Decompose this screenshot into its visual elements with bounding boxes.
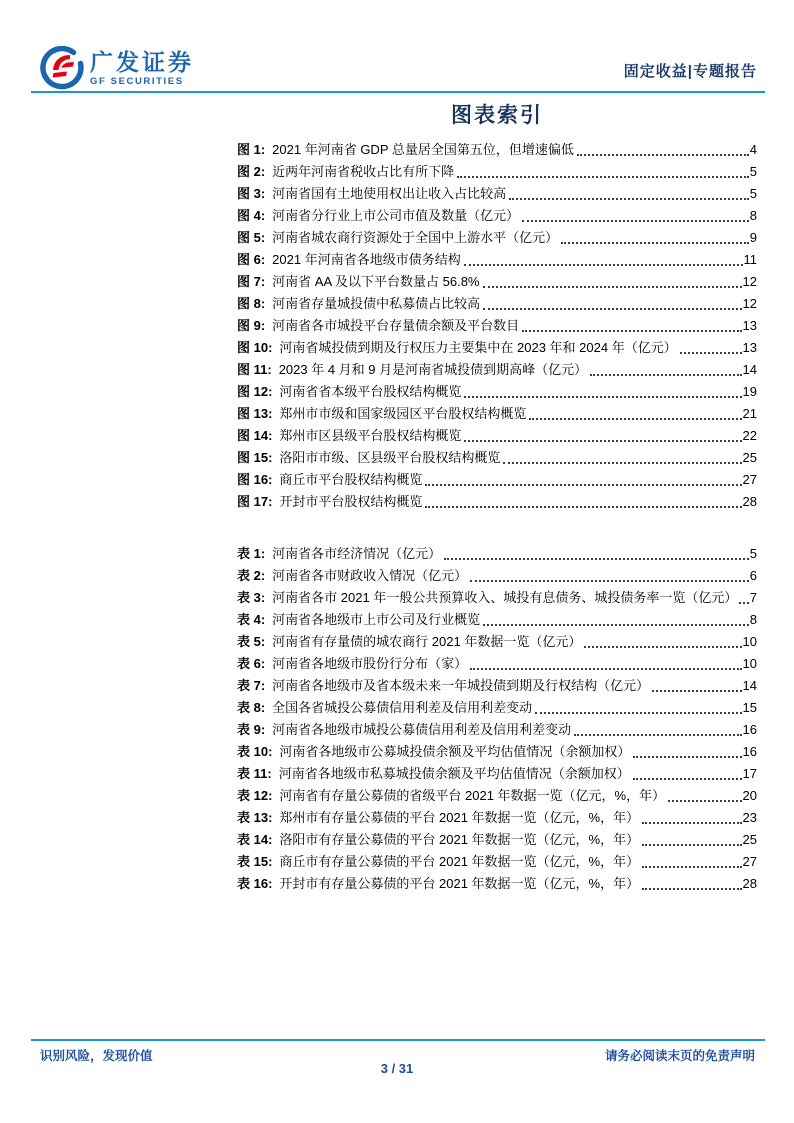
table-title: 郑州市有存量公募债的平台 2021 年数据一览（亿元，%，年）: [279, 810, 640, 825]
dot-leader: [509, 198, 749, 200]
table-page-number: 25: [742, 832, 757, 847]
toc-entry-figure[interactable]: [237, 447, 757, 469]
page-title: 图表索引: [451, 104, 543, 127]
figure-page-number: 4: [749, 142, 757, 157]
dot-leader: [483, 286, 742, 288]
table-title: 河南省有存量债的城农商行 2021 年数据一览（亿元）: [272, 634, 582, 649]
table-page-number: 8: [749, 612, 757, 627]
table-label: 表 14:: [237, 832, 273, 847]
toc-entry-table[interactable]: [237, 829, 757, 851]
figure-page-number: 5: [749, 164, 757, 179]
toc-entry-table[interactable]: [237, 741, 757, 763]
figure-label: 图 12:: [237, 384, 273, 399]
table-title: 河南省各地级市公募城投债余额及平均估值情况（余额加权）: [279, 744, 631, 759]
figure-label: 图 14:: [237, 428, 273, 443]
table-title: 商丘市有存量公募债的平台 2021 年数据一览（亿元，%，年）: [279, 854, 640, 869]
toc-entry-figure[interactable]: [237, 381, 757, 403]
dot-leader: [561, 242, 749, 244]
figure-title: 河南省存量城投债中私募债占比较高: [272, 296, 481, 311]
toc-entry-figure[interactable]: [237, 205, 757, 227]
figure-title: 2021 年河南省各地级市债务结构: [272, 252, 461, 267]
toc-entry-table[interactable]: [237, 675, 757, 697]
chart-index: [237, 139, 757, 895]
table-title: 开封市有存量公募债的平台 2021 年数据一览（亿元，%，年）: [279, 876, 640, 891]
dot-leader: [739, 602, 749, 604]
dot-leader: [642, 844, 741, 846]
table-page-number: 27: [742, 854, 757, 869]
table-page-number: 20: [742, 788, 757, 803]
figure-label: 图 2:: [237, 164, 266, 179]
toc-entry-table[interactable]: [237, 653, 757, 675]
figure-title: 河南省分行业上市公司市值及数量（亿元）: [272, 208, 520, 223]
footer-divider: [31, 1039, 765, 1041]
figure-page-number: 19: [742, 384, 757, 399]
dot-leader: [577, 154, 749, 156]
figure-page-number: 13: [742, 340, 757, 355]
figure-title: 商丘市平台股权结构概览: [279, 472, 423, 487]
figure-label: 图 10:: [237, 340, 273, 355]
figure-title: 郑州市市级和国家级园区平台股权结构概览: [279, 406, 527, 421]
figure-title: 开封市平台股权结构概览: [279, 494, 423, 509]
table-label: 表 1:: [237, 546, 266, 561]
table-title: 河南省有存量公募债的省级平台 2021 年数据一览（亿元，%，年）: [279, 788, 666, 803]
table-page-number: 15: [742, 700, 757, 715]
table-title: 河南省各地级市股份行分布（家）: [272, 656, 468, 671]
table-label: 表 8:: [237, 700, 266, 715]
figure-page-number: 28: [742, 494, 757, 509]
dot-leader: [470, 580, 749, 582]
figure-title: 近两年河南省税收占比有所下降: [272, 164, 455, 179]
footer-slogan: 识别风险，发现价值: [40, 1049, 153, 1063]
table-title: 洛阳市有存量公募债的平台 2021 年数据一览（亿元，%，年）: [279, 832, 640, 847]
dot-leader: [470, 668, 741, 670]
table-page-number: 10: [742, 656, 757, 671]
toc-entry-table[interactable]: [237, 763, 757, 785]
table-label: 表 3:: [237, 590, 266, 605]
toc-entry-figure[interactable]: [237, 337, 757, 359]
table-title: 河南省各地级市及省本级未来一年城投债到期及行权结构（亿元）: [272, 678, 650, 693]
toc-entry-figure[interactable]: [237, 183, 757, 205]
dot-leader: [483, 308, 741, 310]
figure-title: 河南省 AA 及以下平台数量占 56.8%: [272, 274, 480, 289]
figure-label: 图 17:: [237, 494, 273, 509]
toc-entry-figure[interactable]: [237, 227, 757, 249]
table-label: 表 5:: [237, 634, 266, 649]
figure-label: 图 11:: [237, 362, 272, 377]
gf-logo-icon: [40, 46, 84, 90]
table-page-number: 7: [749, 590, 757, 605]
dot-leader: [425, 506, 741, 508]
toc-entry-table[interactable]: [237, 543, 757, 565]
figure-title: 河南省城投债到期及行权压力主要集中在 2023 年和 2024 年（亿元）: [279, 340, 677, 355]
dot-leader: [652, 690, 741, 692]
figure-label: 图 5:: [237, 230, 266, 245]
figure-page-number: 13: [742, 318, 757, 333]
figure-page-number: 8: [749, 208, 757, 223]
toc-entry-table[interactable]: [237, 697, 757, 719]
dot-leader: [503, 462, 741, 464]
toc-entry-table[interactable]: [237, 565, 757, 587]
dot-leader: [529, 418, 741, 420]
dot-leader: [642, 866, 741, 868]
section-spacer: [237, 513, 757, 543]
brand-name-chinese: 广发证券: [90, 48, 194, 75]
table-label: 表 4:: [237, 612, 266, 627]
figure-page-number: 21: [742, 406, 757, 421]
table-title: 全国各省城投公募债信用利差及信用利差变动: [272, 700, 533, 715]
toc-entry-figure[interactable]: [237, 161, 757, 183]
table-label: 表 10:: [237, 744, 273, 759]
dot-leader: [590, 374, 741, 376]
table-page-number: 23: [742, 810, 757, 825]
figure-page-number: 9: [749, 230, 757, 245]
table-title: 河南省各市财政收入情况（亿元）: [272, 568, 468, 583]
table-title: 河南省各市 2021 年一般公共预算收入、城投有息债务、城投债务率一览（亿元）: [272, 590, 738, 605]
dot-leader: [642, 822, 741, 824]
figure-title: 河南省省本级平台股权结构概览: [279, 384, 462, 399]
figure-title: 洛阳市市级、区县级平台股权结构概览: [279, 450, 501, 465]
figure-label: 图 9:: [237, 318, 266, 333]
toc-entry-figure[interactable]: [237, 271, 757, 293]
page-number-indicator: 3 / 31: [380, 1061, 414, 1076]
toc-entry-figure[interactable]: [237, 491, 757, 513]
dot-leader: [668, 800, 741, 802]
dot-leader: [464, 396, 741, 398]
dot-leader: [633, 778, 742, 780]
report-series-label: 固定收益|专题报告: [623, 63, 757, 80]
toc-entry-table[interactable]: [237, 609, 757, 631]
footer-disclaimer-note: 请务必阅读末页的免责声明: [604, 1049, 755, 1063]
figure-page-number: 12: [742, 296, 757, 311]
dot-leader: [574, 734, 741, 736]
figure-page-number: 12: [742, 274, 757, 289]
table-title: 河南省各市经济情况（亿元）: [272, 546, 442, 561]
table-label: 表 9:: [237, 722, 266, 737]
toc-entry-table[interactable]: [237, 587, 757, 609]
figure-page-number: 25: [742, 450, 757, 465]
table-label: 表 2:: [237, 568, 266, 583]
figure-label: 图 4:: [237, 208, 266, 223]
table-label: 表 6:: [237, 656, 266, 671]
toc-entry-table[interactable]: [237, 807, 757, 829]
dot-leader: [642, 888, 741, 890]
table-page-number: 14: [742, 678, 757, 693]
brand-text: [90, 50, 194, 87]
gf-securities-logo: [40, 46, 194, 90]
dot-leader: [522, 330, 741, 332]
figure-page-number: 22: [742, 428, 757, 443]
table-page-number: 28: [742, 876, 757, 891]
figure-page-number: 27: [742, 472, 757, 487]
figure-title: 2023 年 4 月和 9 月是河南省城投债到期高峰（亿元）: [278, 362, 588, 377]
toc-entry-figure[interactable]: [237, 249, 757, 271]
dot-leader: [425, 484, 741, 486]
table-label: 表 13:: [237, 810, 273, 825]
figure-title: 郑州市区县级平台股权结构概览: [279, 428, 462, 443]
figure-title: 河南省国有土地使用权出让收入占比较高: [272, 186, 507, 201]
tables-index: [237, 543, 757, 895]
figure-label: 图 8:: [237, 296, 266, 311]
dot-leader: [680, 352, 742, 354]
dot-leader: [483, 624, 749, 626]
toc-entry-table[interactable]: [237, 785, 757, 807]
figure-label: 图 15:: [237, 450, 273, 465]
table-page-number: 5: [749, 546, 757, 561]
dot-leader: [535, 712, 741, 714]
dot-leader: [522, 220, 749, 222]
figure-title: 2021 年河南省 GDP 总量居全国第五位，但增速偏低: [272, 142, 574, 157]
toc-entry-figure[interactable]: [237, 139, 757, 161]
toc-entry-table[interactable]: [237, 631, 757, 653]
table-page-number: 6: [749, 568, 757, 583]
toc-entry-figure[interactable]: [237, 469, 757, 491]
table-label: 表 16:: [237, 876, 273, 891]
dot-leader: [457, 176, 749, 178]
toc-entry-figure[interactable]: [237, 425, 757, 447]
figure-label: 图 13:: [237, 406, 273, 421]
table-title: 河南省各地级市城投公募债信用利差及信用利差变动: [272, 722, 572, 737]
figure-label: 图 1:: [237, 142, 266, 157]
toc-entry-figure[interactable]: [237, 293, 757, 315]
figure-page-number: 5: [749, 186, 757, 201]
figure-title: 河南省各市城投平台存量债余额及平台数目: [272, 318, 520, 333]
figure-page-number: 14: [742, 362, 757, 377]
dot-leader: [633, 756, 741, 758]
figure-label: 图 16:: [237, 472, 273, 487]
table-label: 表 15:: [237, 854, 273, 869]
dot-leader: [584, 646, 741, 648]
toc-entry-figure[interactable]: [237, 315, 757, 337]
dot-leader: [464, 440, 741, 442]
table-label: 表 12:: [237, 788, 273, 803]
table-page-number: 17: [742, 766, 757, 781]
figure-label: 图 6:: [237, 252, 266, 267]
header-divider: [31, 91, 765, 93]
brand-name-english: GF SECURITIES: [90, 75, 184, 87]
figure-label: 图 7:: [237, 274, 266, 289]
toc-entry-table[interactable]: [237, 873, 757, 895]
figure-title: 河南省城农商行资源处于全国中上游水平（亿元）: [272, 230, 559, 245]
figures-index: [237, 139, 757, 513]
toc-entry-table[interactable]: [237, 851, 757, 873]
table-title: 河南省各地级市上市公司及行业概览: [272, 612, 481, 627]
table-page-number: 10: [742, 634, 757, 649]
table-page-number: 16: [742, 722, 757, 737]
toc-entry-table[interactable]: [237, 719, 757, 741]
table-page-number: 16: [742, 744, 757, 759]
dot-leader: [444, 558, 749, 560]
table-label: 表 11:: [237, 766, 272, 781]
figure-page-number: 11: [743, 252, 757, 267]
table-title: 河南省各地级市私募城投债余额及平均估值情况（余额加权）: [278, 766, 630, 781]
figure-label: 图 3:: [237, 186, 266, 201]
dot-leader: [464, 264, 743, 266]
toc-entry-figure[interactable]: [237, 359, 757, 381]
table-label: 表 7:: [237, 678, 266, 693]
toc-entry-figure[interactable]: [237, 403, 757, 425]
